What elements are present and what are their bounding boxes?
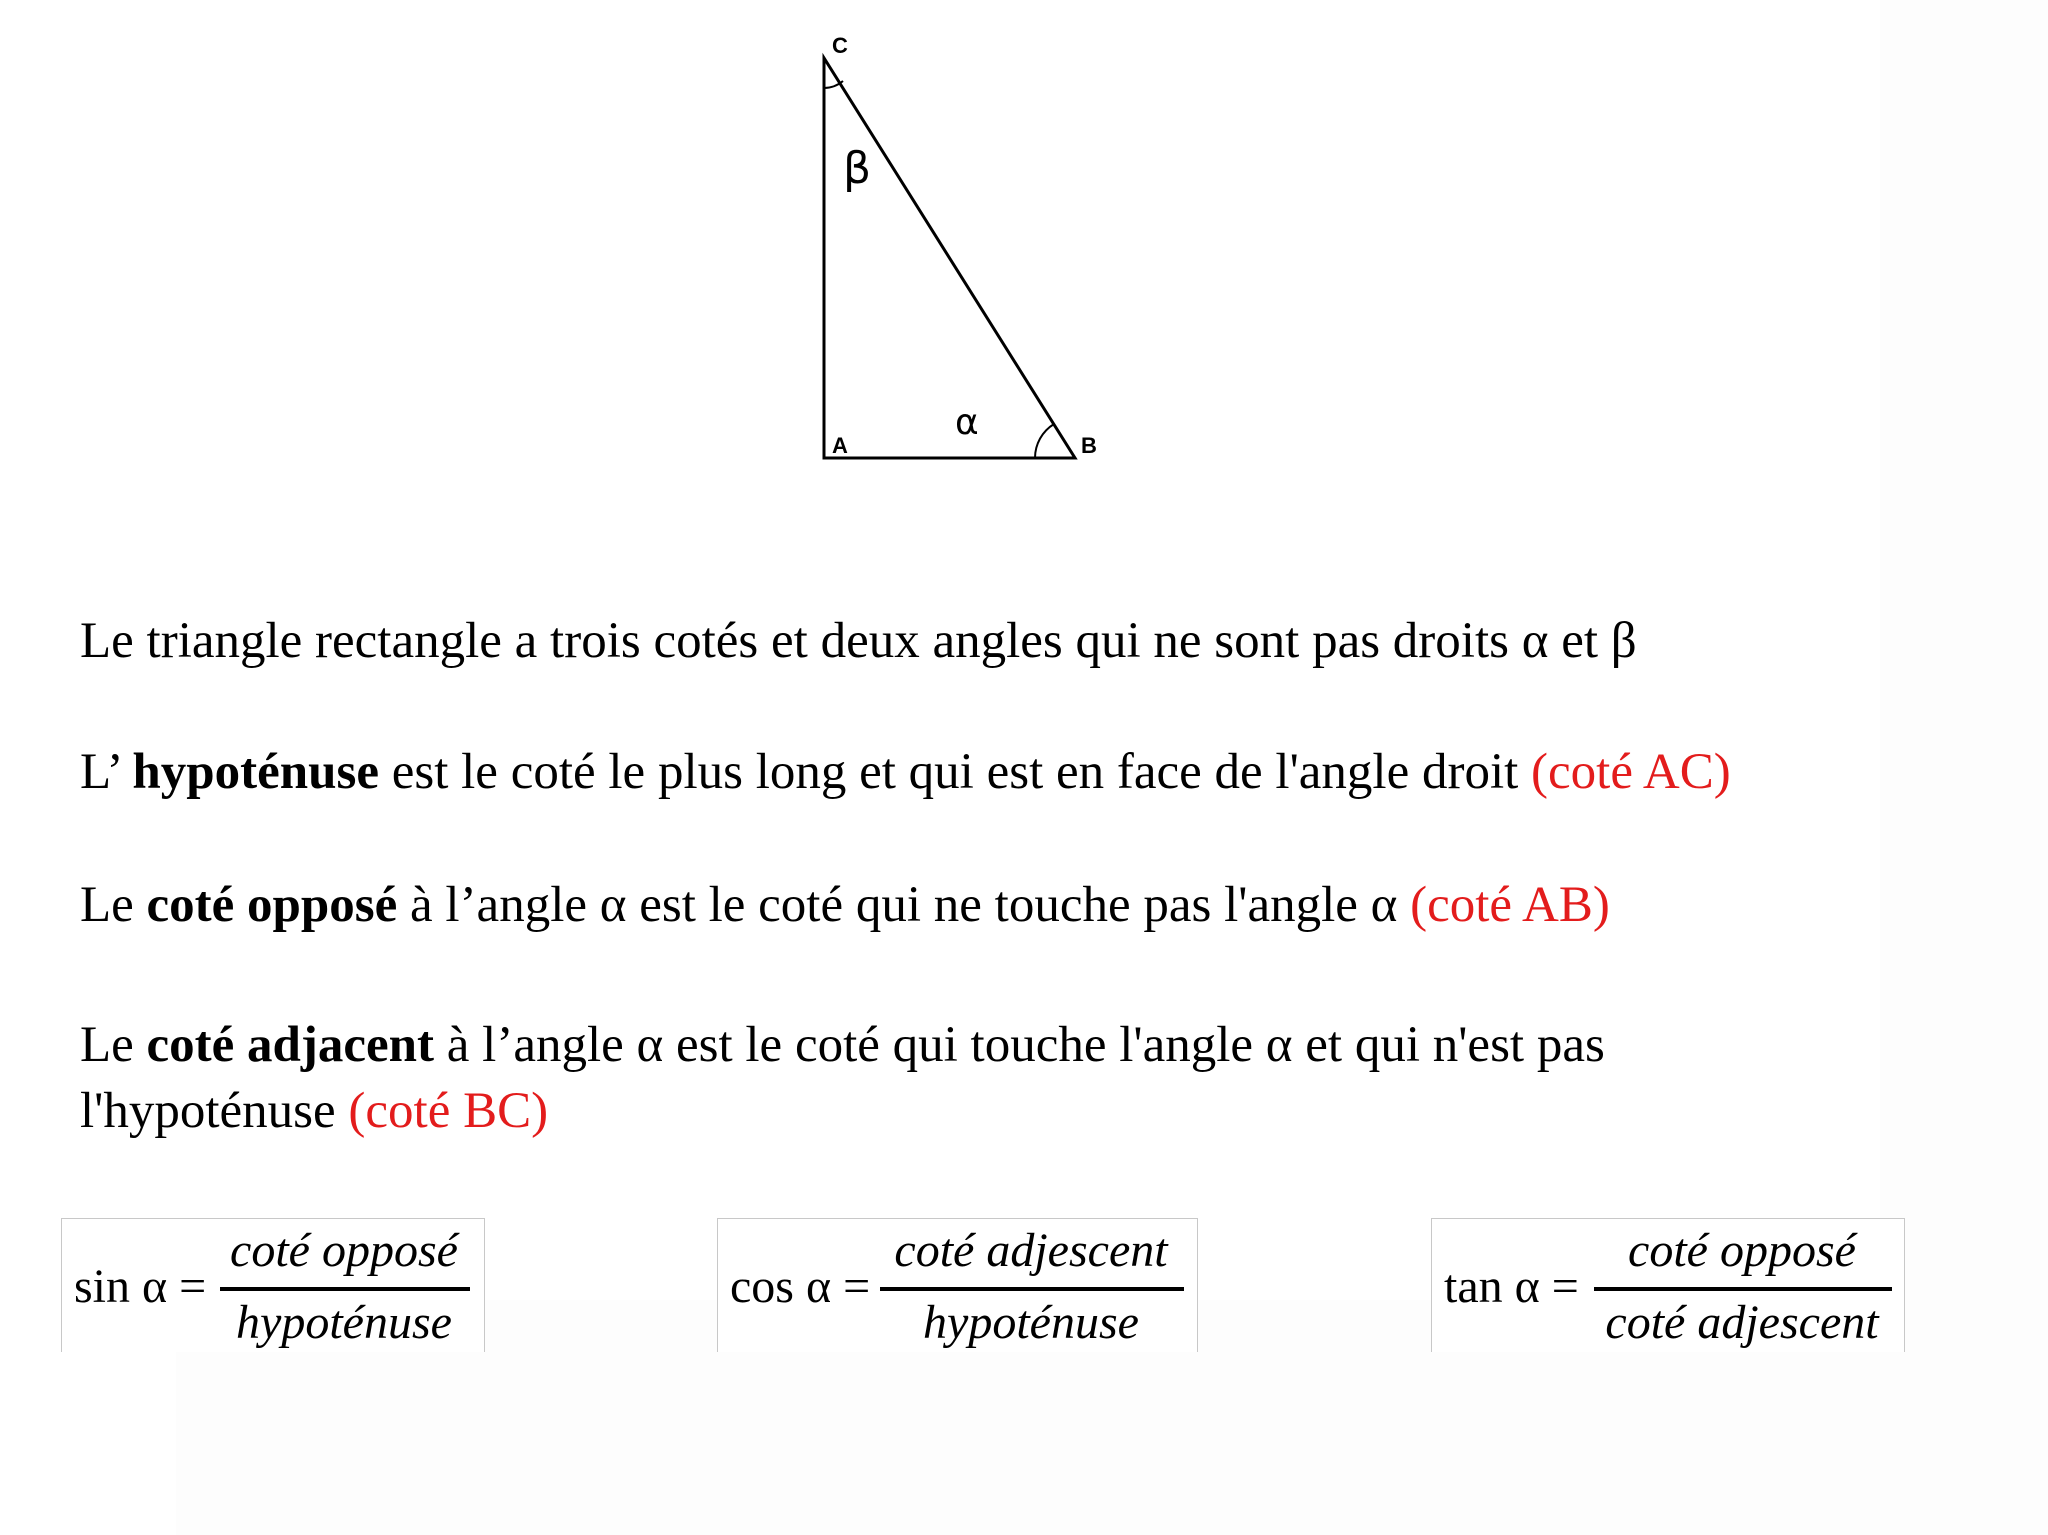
formula-denominator: hypoténuse <box>236 1296 452 1349</box>
term-adjacent-side: coté adjacent <box>146 1017 435 1073</box>
angle-label-alpha: α <box>955 402 979 443</box>
right-triangle-figure <box>0 0 1200 480</box>
formula-lhs: sin α = <box>74 1260 207 1313</box>
paragraph-text: Le triangle rectangle a trois cotés et deux angles qui ne sont pas droits α et β <box>80 613 1637 669</box>
triangle-shape <box>824 58 1075 458</box>
term-hypotenuse: hypoténuse <box>132 744 379 800</box>
formula-lhs: cos α = <box>730 1260 871 1313</box>
formula-lhs: tan α = <box>1444 1260 1579 1313</box>
paragraph-triangle-intro <box>80 608 1637 674</box>
paragraph-text: à l’angle α est le coté qui touche l'angle α et qui n'est pas <box>434 1017 1605 1073</box>
fraction-bar <box>880 1287 1184 1291</box>
formula-sine <box>61 1218 485 1352</box>
side-reference: (coté AB) <box>1410 877 1610 933</box>
vertex-label-a: A <box>832 433 848 458</box>
formula-denominator: coté adjescent <box>1605 1296 1879 1349</box>
formula-cosine <box>717 1218 1198 1352</box>
side-reference: (coté BC) <box>348 1083 549 1139</box>
term-opposite-side: coté opposé <box>146 877 398 933</box>
formula-numerator: coté opposé <box>230 1224 458 1277</box>
fraction-bar <box>1594 1287 1892 1291</box>
formula-numerator: coté opposé <box>1628 1224 1856 1277</box>
formula-numerator: coté adjescent <box>894 1224 1168 1277</box>
background-shade <box>1880 0 2048 1300</box>
vertex-label-b: B <box>1081 433 1097 458</box>
formula-denominator: hypoténuse <box>923 1296 1139 1349</box>
paragraph-text: l'hypoténuse <box>80 1083 349 1139</box>
formula-tangent <box>1431 1218 1905 1352</box>
paragraph-opposite-side <box>80 872 1610 938</box>
paragraph-prefix: Le <box>80 1017 147 1073</box>
fraction-bar <box>220 1287 470 1291</box>
paragraph-text: est le coté le plus long et qui est en face de l'angle droit <box>378 744 1532 800</box>
paragraph-prefix: Le <box>80 877 147 933</box>
paragraph-hypotenuse <box>80 739 1731 805</box>
paragraph-prefix: L’ <box>80 744 133 800</box>
vertex-label-c: C <box>832 33 848 58</box>
paragraph-adjacent-side-line2 <box>80 1078 548 1144</box>
paragraph-adjacent-side <box>80 1012 1605 1078</box>
angle-label-beta: β <box>843 143 872 194</box>
angle-alpha-arc <box>1035 424 1054 458</box>
side-reference: (coté AC) <box>1531 744 1731 800</box>
paragraph-text: à l’angle α est le coté qui ne touche pas l'angle α <box>397 877 1411 933</box>
